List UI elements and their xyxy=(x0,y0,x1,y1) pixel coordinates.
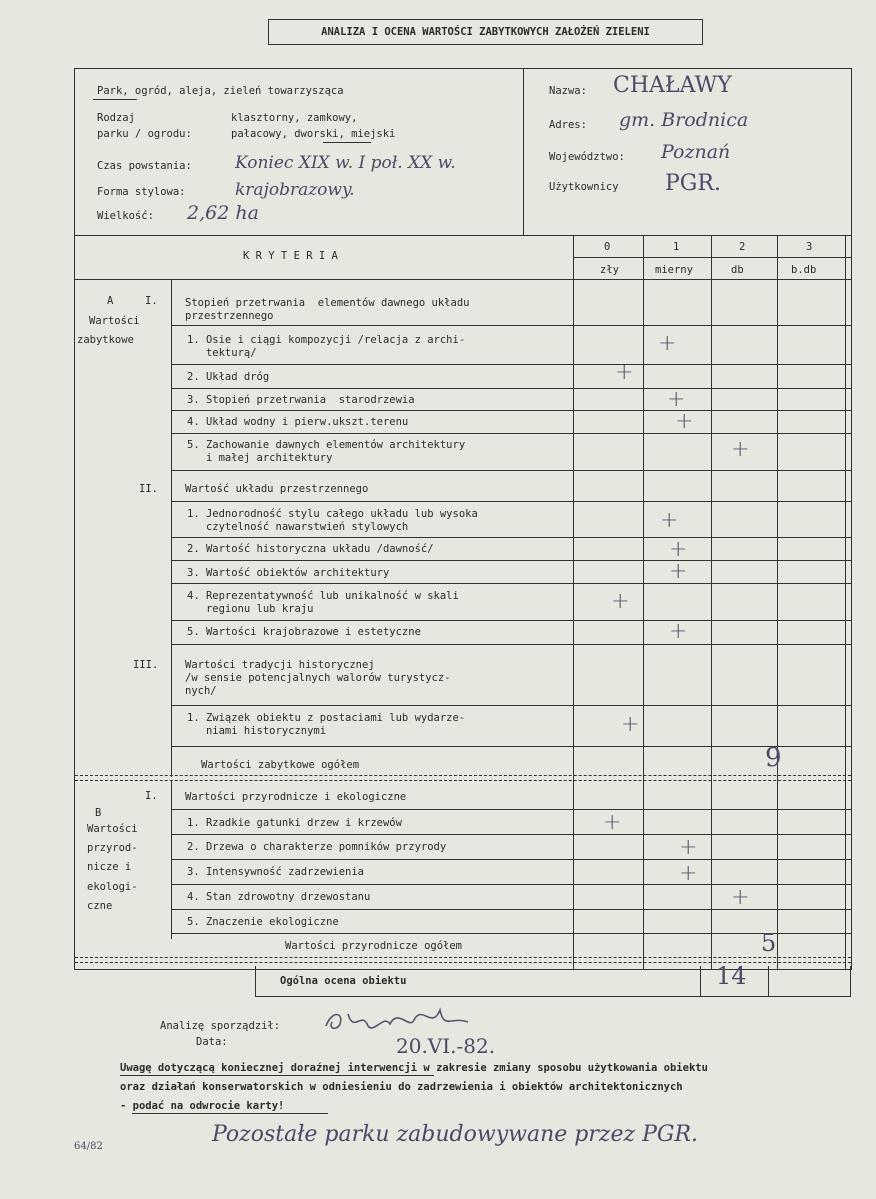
date-value: 20.VI.-82. xyxy=(396,1034,496,1058)
criterion-a2-5: 5. Wartości krajobrazowe i estetyczne xyxy=(187,626,421,638)
header-divider xyxy=(523,69,524,235)
park-underline xyxy=(93,99,137,100)
section-a-divider xyxy=(171,279,172,777)
criterion-a2-2: 2. Wartość historyczna układu /dawność/ xyxy=(187,543,434,555)
rodzaj-options-1: klasztorny, zamkowy, xyxy=(231,112,358,124)
mark-a1-3: + xyxy=(667,387,686,412)
wielkosc-label: Wielkość: xyxy=(97,210,154,222)
section-a-name-1: Wartości xyxy=(89,315,140,327)
mark-a2-5: + xyxy=(669,619,688,644)
mark-a1-2: + xyxy=(615,360,634,385)
group-a3-title: Wartości tradycji historycznej /w sensie potencjalnych walorów turystycz- nych/ xyxy=(185,659,451,697)
mark-a2-4: + xyxy=(611,589,630,614)
dworski-underline xyxy=(323,142,371,143)
section-b-name-4: ekologi- xyxy=(87,881,138,893)
total-b-value: 5 xyxy=(761,929,777,957)
criterion-b-2: 2. Drzewa o charakterze pomników przyrody xyxy=(187,841,447,853)
mark-a2-1: + xyxy=(660,508,679,533)
wojewodztwo-value: Poznań xyxy=(661,141,731,163)
overall-score-box xyxy=(255,962,851,997)
criteria-label: K R Y T E R I A xyxy=(243,250,338,262)
reference-number: 64/82 xyxy=(74,1141,103,1152)
score-3: 3 xyxy=(806,241,813,253)
rodzaj-label: Rodzaj xyxy=(97,112,135,124)
note-underline-3 xyxy=(132,1113,328,1114)
wielkosc-value: 2,62 ha xyxy=(187,202,259,224)
total-b-label: Wartości przyrodnicze ogółem xyxy=(285,940,463,952)
score-label-0: zły xyxy=(600,264,619,276)
evaluation-form xyxy=(74,68,852,970)
mark-b-2: + xyxy=(679,835,698,860)
czas-label: Czas powstania: xyxy=(97,160,192,172)
mark-a1-1: + xyxy=(658,331,677,356)
handwritten-note: Pozostałe parku zabudowywane przez PGR. xyxy=(212,1122,698,1147)
uzytkownicy-value: PGR. xyxy=(665,171,721,196)
section-a-name-2: zabytkowe xyxy=(77,334,134,346)
adres-value: gm. Brodnica xyxy=(619,109,749,131)
mark-a2-3: + xyxy=(669,559,688,584)
score-2: 2 xyxy=(739,241,746,253)
mark-a1-5: + xyxy=(731,437,750,462)
note-line-2: oraz działań konserwatorskich w odniesieniu do zadrzewienia i obiektów architektonicznych xyxy=(120,1081,683,1093)
score-label-3: b.db xyxy=(791,264,817,276)
total-a-label: Wartości zabytkowe ogółem xyxy=(201,759,360,771)
criteria-bottom-line xyxy=(75,279,851,280)
nazwa-value: CHAŁAWY xyxy=(613,73,732,98)
wojewodztwo-label: Województwo: xyxy=(549,151,625,163)
overall-value: 14 xyxy=(716,962,747,990)
note-line-1: Uwagę dotyczącą koniecznej doraźnej interwencji w zakresie zmiany sposobu użytkowania obiektu xyxy=(120,1062,708,1074)
overall-label: Ogólna ocena obiektu xyxy=(280,975,407,987)
forma-value: krajobrazowy. xyxy=(235,180,355,200)
adres-label: Adres: xyxy=(549,119,587,131)
section-b-divider xyxy=(171,781,172,939)
mark-b-4: + xyxy=(731,885,750,910)
rodzaj-options-2: pałacowy, dworski, miejski xyxy=(231,128,396,140)
note-line-3: - podać na odwrocie karty! xyxy=(120,1100,285,1112)
uzytkownicy-label: Użytkownicy xyxy=(549,181,619,193)
forma-label: Forma stylowa: xyxy=(97,186,186,198)
mark-a1-4: + xyxy=(675,409,694,434)
data-label: Data: xyxy=(196,1036,228,1048)
criterion-a1-3: 3. Stopień przetrwania starodrzewia xyxy=(187,394,415,406)
section-b-letter: B xyxy=(95,807,102,819)
criterion-a2-3: 3. Wartość obiektów architektury xyxy=(187,567,390,579)
park-type-line: Park, ogród, aleja, zieleń towarzysząca xyxy=(97,85,344,97)
criterion-b-5: 5. Znaczenie ekologiczne xyxy=(187,916,339,928)
criterion-a1-1: 1. Osie i ciągi kompozycji /relacja z archi- tekturą/ xyxy=(187,334,466,359)
group-a1-title: Stopień przetrwania elementów dawnego układu przestrzennego xyxy=(185,297,470,322)
analiza-label: Analizę sporządził: xyxy=(160,1020,281,1032)
mark-b-1: + xyxy=(603,810,622,835)
criterion-a2-1: 1. Jednorodność stylu całego układu lub wysoka czytelność nawarstwień stylowych xyxy=(187,508,478,533)
group-b1-title: Wartości przyrodnicze i ekologiczne xyxy=(185,791,407,803)
score-1: 1 xyxy=(673,241,680,253)
section-a-roman-1: I. xyxy=(145,295,158,307)
form-title: ANALIZA I OCENA WARTOŚCI ZABYTKOWYCH ZAŁOŻEŃ ZIELENI xyxy=(268,19,703,45)
section-b-name-1: Wartości xyxy=(87,823,138,835)
score-label-1: mierny xyxy=(655,264,693,276)
score-0: 0 xyxy=(604,241,611,253)
criterion-a1-4: 4. Układ wodny i pierw.ukszt.terenu xyxy=(187,416,409,428)
criterion-a3-1: 1. Związek obiektu z postaciami lub wydarze- niami historycznymi xyxy=(187,712,466,737)
section-a-roman-2: II. xyxy=(139,483,158,495)
section-b-name-2: przyrod- xyxy=(87,842,138,854)
note-underline xyxy=(120,1075,434,1076)
section-separator xyxy=(75,775,851,781)
score-label-2: db xyxy=(731,264,744,276)
section-b-name-3: nicze i xyxy=(87,861,132,873)
criterion-a2-4: 4. Reprezentatywność lub unikalność w skali regionu lub kraju xyxy=(187,590,459,615)
section-b-roman-1: I. xyxy=(145,790,158,802)
rodzaj-label-2: parku / ogrodu: xyxy=(97,128,192,140)
mark-a3-1: + xyxy=(621,712,640,737)
section-a-roman-3: III. xyxy=(133,659,159,671)
criterion-b-3: 3. Intensywność zadrzewienia xyxy=(187,866,365,878)
total-a-value: 9 xyxy=(765,743,782,773)
mark-a2-2: + xyxy=(669,537,688,562)
criterion-b-1: 1. Rzadkie gatunki drzew i krzewów xyxy=(187,817,402,829)
criterion-b-4: 4. Stan zdrowotny drzewostanu xyxy=(187,891,371,903)
criterion-a1-5: 5. Zachowanie dawnych elementów architektury i małej architektury xyxy=(187,439,466,464)
score-mid-line xyxy=(573,257,851,258)
criterion-a1-2: 2. Układ dróg xyxy=(187,371,270,383)
criteria-top-line xyxy=(75,235,851,236)
group-a2-title: Wartość układu przestrzennego xyxy=(185,483,369,495)
section-b-name-5: czne xyxy=(87,900,113,912)
nazwa-label: Nazwa: xyxy=(549,85,587,97)
czas-value: Koniec XIX w. I poł. XX w. xyxy=(235,153,456,173)
section-a-letter: A xyxy=(107,295,114,307)
mark-b-3: + xyxy=(679,861,698,886)
